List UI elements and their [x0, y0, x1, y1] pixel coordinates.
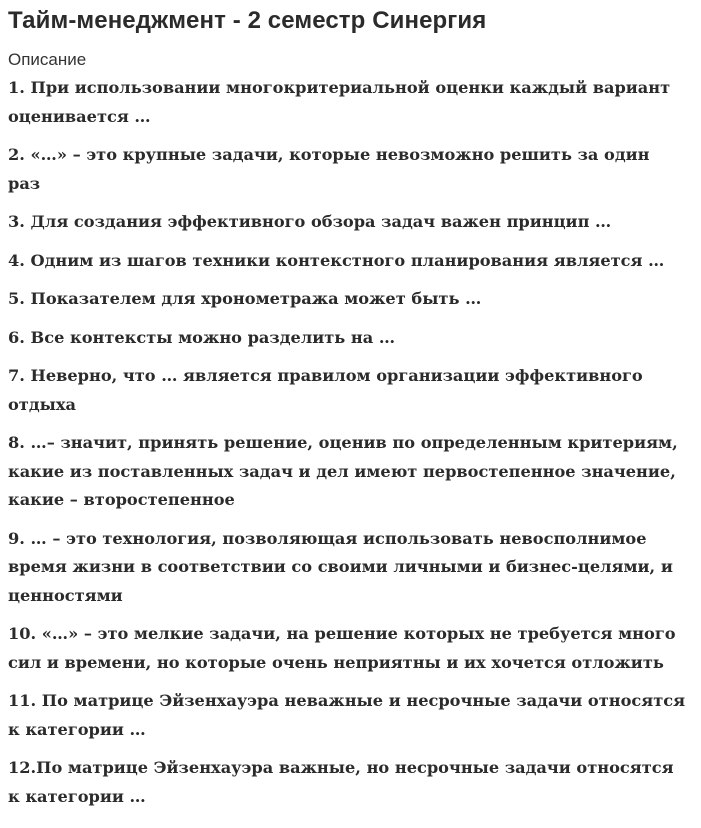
description-label: Описание [8, 50, 87, 69]
question-item: 11. По матрице Эйзенхауэра неважные и несрочные задачи относятся к категории … [8, 691, 686, 739]
question-item: 12.По матрице Эйзенхауэра важные, но несрочные задачи относятся к категории … [8, 758, 674, 806]
question-item: 1. При использовании многокритериальной оценки каждый вариант оценивается … [8, 78, 671, 126]
question-item: 7. Неверно, что … является правилом организации эффективного отдыха [8, 366, 643, 414]
question-item: 4. Одним из шагов техники контекстного планирования является … [8, 250, 665, 270]
question-item: 9. … – это технология, позволяющая использовать невосполнимое время жизни в соответствии со своими личными и бизнес-целями, и ценностями [8, 528, 673, 605]
page-title: Тайм-менеджмент - 2 семестр Синергия [8, 7, 487, 34]
question-item: 2. «…» – это крупные задачи, которые невозможно решить за один раз [8, 145, 650, 193]
question-list [8, 74, 693, 811]
question-item: 3. Для создания эффективного обзора задач важен принцип … [8, 212, 612, 231]
question-item: 8. …– значит, принять решение, оценив по определенным критериям, какие из поставленных задач и дел имеют первостепенное значение, какие – второстепенное [8, 433, 678, 509]
question-item: 6. Все контексты можно разделить на … [8, 327, 396, 347]
question-item: 5. Показателем для хронометража может быть … [8, 289, 482, 308]
question-item: 10. «…» – это мелкие задачи, на решение которых не требуется много сил и времени, но которые очень неприятны и их хочется отложить [8, 624, 676, 672]
